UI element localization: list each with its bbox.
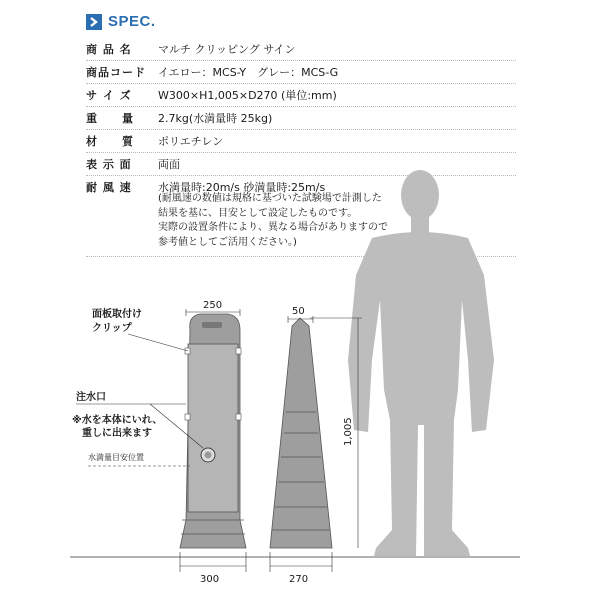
- spec-value: 水満量時:20m/s 砂満量時:25m/s: [158, 181, 326, 194]
- spec-label: 材 質: [86, 135, 134, 148]
- spec-label: サ イ ズ: [86, 89, 132, 102]
- clip-label-line1: 面板取付け: [92, 309, 142, 320]
- dim-bottom-depth-label: 270: [289, 574, 309, 585]
- dim-top-depth-label: 50: [292, 306, 305, 317]
- dim-bottom-width-label: 300: [200, 574, 220, 585]
- spec-label: 耐 風 速: [86, 181, 132, 194]
- spec-label: 商品コード: [86, 66, 146, 79]
- spec-value: マルチ クリッピング サイン: [158, 43, 296, 56]
- note-line: 結果を基に、目安として設定したものです。: [158, 207, 358, 219]
- spec-title: SPEC.: [108, 13, 156, 30]
- water-note-line2: 重しに出来ます: [82, 428, 152, 439]
- water-note-line1: ※水を本体にいれ、: [72, 415, 163, 426]
- spec-label: 商 品 名: [86, 43, 132, 56]
- note-line: 実際の設置条件により、異なる場合がありますので: [158, 222, 388, 233]
- spec-value: 2.7kg(水満量時 25kg): [158, 112, 273, 125]
- note-line: (耐風速の数値は規格に基づいた試験場で計測した: [158, 193, 382, 204]
- person-silhouette: [348, 170, 494, 556]
- clip-leader-line: [128, 334, 188, 351]
- dim-height-label: 1,005: [343, 417, 354, 446]
- spec-label: 重 量: [86, 112, 134, 125]
- sign-front-view: [180, 314, 246, 548]
- spec-value: W300×H1,005×D270 (単位:mm): [158, 89, 337, 102]
- dim-bottom-width: [180, 552, 246, 572]
- spec-value: イエロー：MCS-Y グレー：MCS-G: [158, 66, 339, 79]
- dim-bottom-depth: [270, 552, 332, 572]
- spec-value: 両面: [158, 158, 180, 171]
- note-line: 参考値としてご活用ください。): [158, 236, 297, 248]
- spec-value: ポリエチレン: [158, 135, 224, 148]
- sign-side-view: [270, 318, 332, 548]
- dim-top-width-label: 250: [203, 300, 223, 311]
- spec-label: 表 示 面: [86, 158, 132, 171]
- inlet-label: 注水口: [76, 392, 106, 403]
- clip-label-line2: クリップ: [92, 323, 132, 334]
- water-level-label: 水満量目安位置: [88, 453, 144, 462]
